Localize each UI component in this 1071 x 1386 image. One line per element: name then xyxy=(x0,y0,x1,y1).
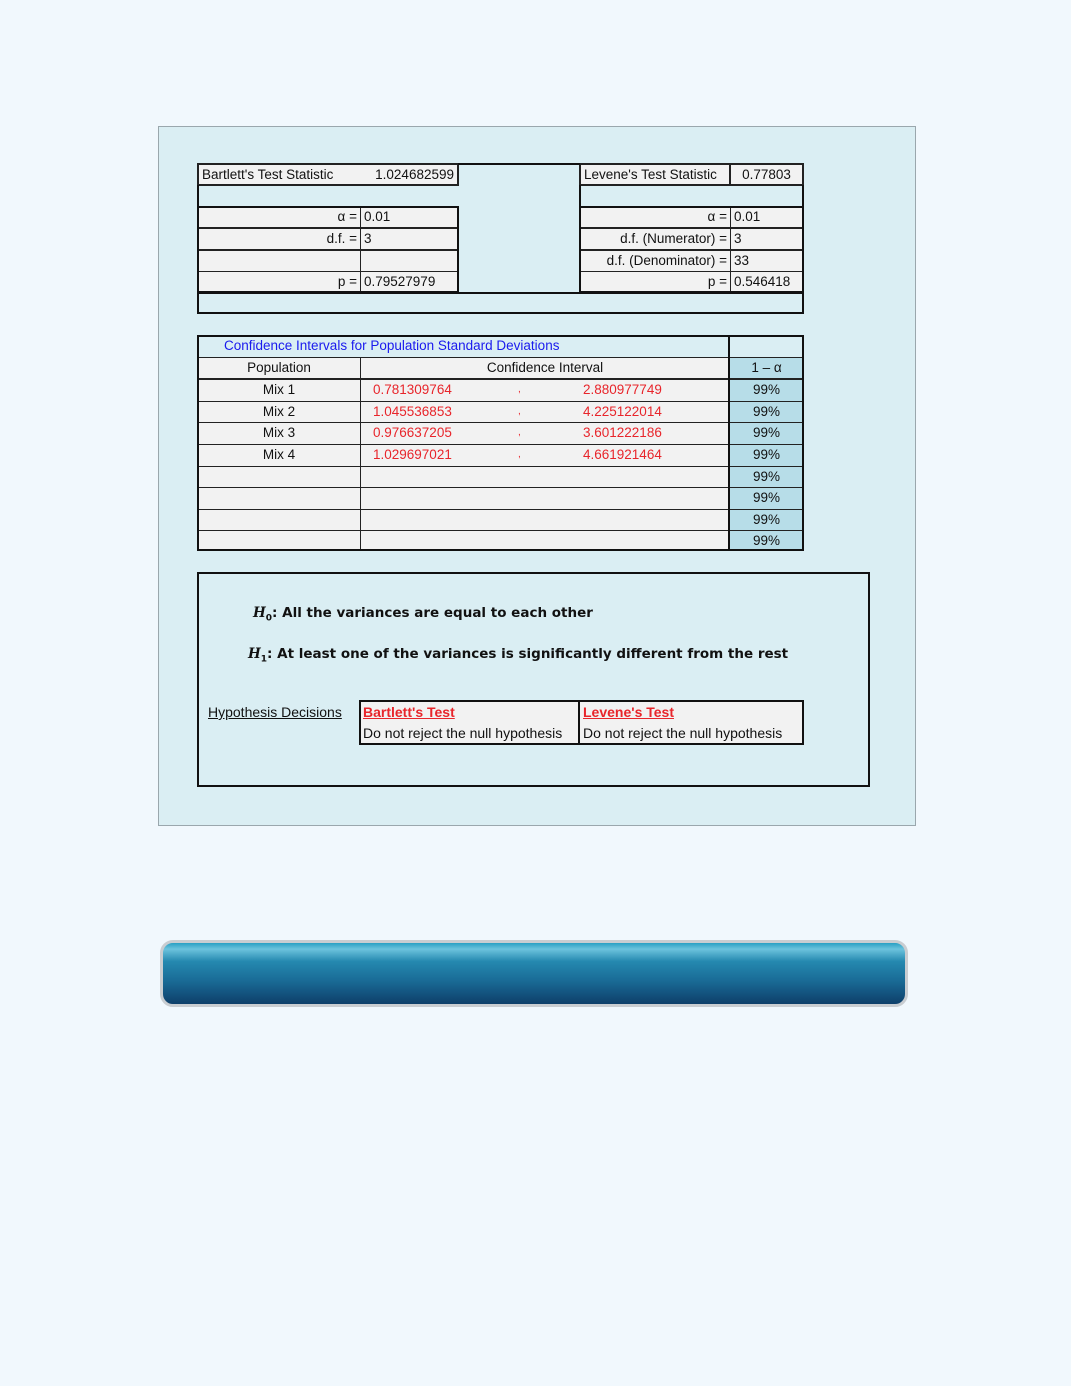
divider xyxy=(458,163,580,165)
ci-title-blank xyxy=(729,335,804,358)
h0-statement: $H_0$: All the variances are equal to each other xyxy=(253,605,593,624)
bartlett-header[interactable] xyxy=(197,163,459,186)
levene-alpha-label: α = xyxy=(579,206,731,228)
population-cell[interactable] xyxy=(197,509,361,531)
bartlett-decision[interactable]: Do not reject the null hypothesis xyxy=(363,725,563,741)
interval-cell[interactable] xyxy=(360,530,730,551)
upper-bound: 2.880977749 xyxy=(583,382,662,397)
bartlett-value: 1.024682599 xyxy=(375,167,454,182)
separator: , xyxy=(518,449,521,460)
banner-bar xyxy=(160,940,908,1007)
bartlett-p-label: p = xyxy=(197,271,361,293)
col-interval: Confidence Interval xyxy=(360,357,730,379)
population-cell[interactable]: Mix 4 xyxy=(197,444,361,467)
population-cell[interactable] xyxy=(197,530,361,551)
blank-cell[interactable] xyxy=(197,250,361,272)
interval-cell[interactable] xyxy=(360,379,730,402)
divider xyxy=(197,185,199,313)
bartlett-df-cell[interactable]: 3 xyxy=(360,228,459,250)
divider xyxy=(802,185,804,207)
levene-df-den-label: d.f. (Denominator) = xyxy=(579,250,731,272)
hypothesis-decisions-label: Hypothesis Decisions xyxy=(208,704,342,720)
upper-bound: 4.661921464 xyxy=(583,447,662,462)
confidence-level-cell[interactable]: 99% xyxy=(729,422,804,445)
interval-cell[interactable] xyxy=(360,509,730,531)
confidence-level-cell[interactable]: 99% xyxy=(729,530,804,551)
col-conf: 1 – α xyxy=(729,357,804,379)
confidence-level-cell[interactable]: 99% xyxy=(729,509,804,531)
levene-decision-header: Levene's Test xyxy=(583,704,674,720)
levene-decision[interactable]: Do not reject the null hypothesis xyxy=(583,725,783,741)
separator: , xyxy=(518,427,521,438)
interval-cell[interactable] xyxy=(360,422,730,445)
bartlett-label: Bartlett's Test Statistic xyxy=(202,167,334,182)
bartlett-p-cell[interactable]: 0.79527979 xyxy=(360,271,459,293)
levene-label: Levene's Test Statistic xyxy=(579,163,731,186)
confidence-level-cell[interactable]: 99% xyxy=(729,401,804,423)
ci-title: Confidence Intervals for Population Standard Deviations xyxy=(197,335,730,358)
lower-bound: 0.781309764 xyxy=(373,382,452,397)
bartlett-alpha-cell[interactable]: 0.01 xyxy=(360,206,459,228)
interval-cell[interactable] xyxy=(360,466,730,488)
population-cell[interactable]: Mix 1 xyxy=(197,379,361,402)
h1-statement: $H_1$: At least one of the variances is significantly different from the rest xyxy=(248,646,789,665)
col-population: Population xyxy=(197,357,361,379)
levene-p-cell[interactable]: 0.546418 xyxy=(730,271,804,293)
upper-bound: 4.225122014 xyxy=(583,404,662,419)
blank-cell[interactable] xyxy=(360,250,459,272)
population-cell[interactable]: Mix 2 xyxy=(197,401,361,423)
levene-df-num-label: d.f. (Numerator) = xyxy=(579,228,731,250)
levene-value[interactable]: 0.77803 xyxy=(729,163,804,186)
bartlett-df-label: d.f. = xyxy=(197,228,361,250)
divider xyxy=(579,185,581,207)
confidence-level-cell[interactable]: 99% xyxy=(729,466,804,488)
confidence-level-cell[interactable]: 99% xyxy=(729,444,804,467)
confidence-level-cell[interactable]: 99% xyxy=(729,379,804,402)
levene-df-den-cell[interactable]: 33 xyxy=(730,250,804,272)
separator: , xyxy=(518,406,521,417)
population-cell[interactable]: Mix 3 xyxy=(197,422,361,445)
lower-bound: 1.045536853 xyxy=(373,404,452,419)
lower-bound: 0.976637205 xyxy=(373,425,452,440)
interval-cell[interactable] xyxy=(360,444,730,467)
levene-alpha-cell[interactable]: 0.01 xyxy=(730,206,804,228)
bartlett-decision-header: Bartlett's Test xyxy=(363,704,455,720)
lower-bound: 1.029697021 xyxy=(373,447,452,462)
levene-df-num-cell[interactable]: 3 xyxy=(730,228,804,250)
separator: , xyxy=(518,384,521,395)
divider xyxy=(728,335,730,551)
confidence-level-cell[interactable]: 99% xyxy=(729,487,804,510)
interval-cell[interactable] xyxy=(360,401,730,423)
bartlett-alpha-label: α = xyxy=(197,206,361,228)
population-cell[interactable] xyxy=(197,487,361,510)
levene-p-label: p = xyxy=(579,271,731,293)
divider xyxy=(578,700,580,745)
upper-bound: 3.601222186 xyxy=(583,425,662,440)
population-cell[interactable] xyxy=(197,466,361,488)
interval-cell[interactable] xyxy=(360,487,730,510)
